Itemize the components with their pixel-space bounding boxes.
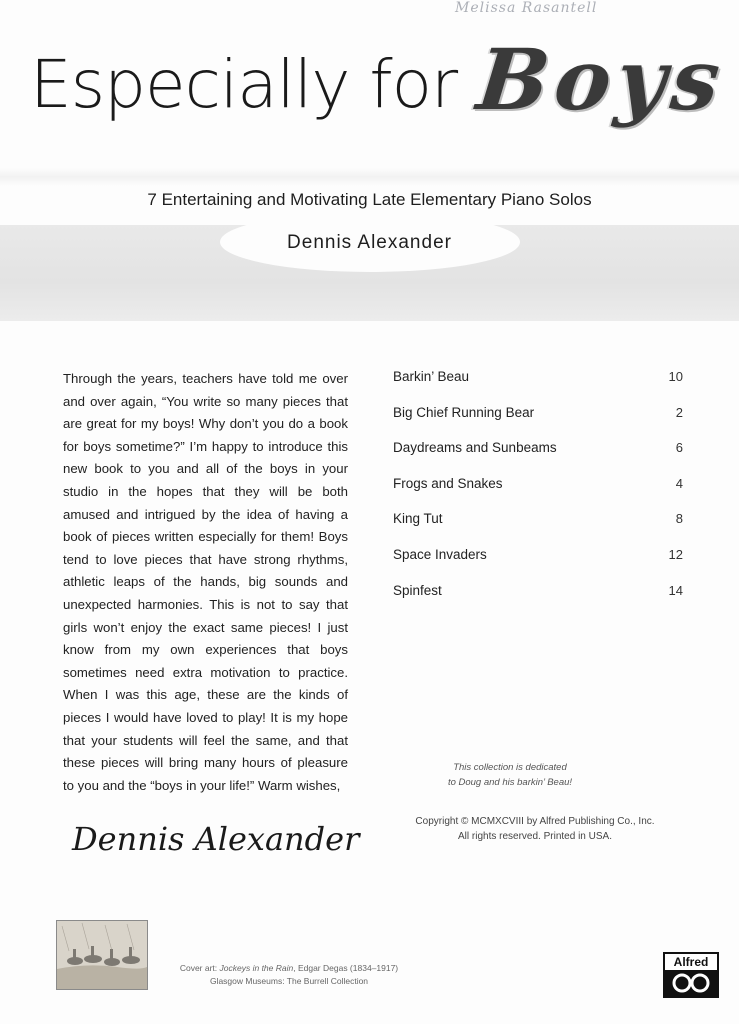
cover-art-thumbnail [56,920,148,990]
book-title-brush-word: Boys [472,30,731,129]
book-subtitle: 7 Entertaining and Motivating Late Elementary Piano Solos [147,190,592,209]
book-title: Especially for [30,46,458,123]
copyright-line: All rights reserved. Printed in USA. [458,831,612,842]
author-signature: Dennis Alexander [72,820,360,858]
toc-title: Spinfest [393,582,442,598]
toc-page: 2 [675,404,683,420]
toc-row [393,511,683,547]
cover-credit-work: Jockeys in the Rain [219,963,294,973]
cover-art-credit [154,962,424,988]
toc-title: Frogs and Snakes [393,475,503,491]
dedication [430,760,590,790]
handwritten-owner-note: Melissa Rasantell [455,0,598,16]
copyright-line: Copyright © MCMXCVIII by Alfred Publishing Co., Inc. [415,816,655,827]
cover-credit-collection: Glasgow Museums: The Burrell Collection [209,976,369,986]
toc-title: Daydreams and Sunbeams [393,440,557,456]
intro-letter: Through the years, teachers have told me over and over again, “You write so many pieces that are great for my boys! Why don’t you do a book for boys sometime?” I’m happy to introduce this new book to you and all of the boys in your studio in the hopes that they will be both amused and intrigued by the idea of having a book of pieces written especially for them! Boys tend to love pieces that have strong rhythms, athletic leaps of the hands, big sounds and unexpected harmonies. This is not to say that girls won’t enjoy the exact same pieces! I just know from my own experiences that boys sometimes need extra motivation to practice. When I was this age, these are the kinds of pieces I would have loved to play! It is my hope that your students will feel the same, and that these pieces will bring many hours of pleasure to you and the “boys in your life!” Warm wishes, [63,371,348,793]
toc-row [393,369,683,405]
cover-credit-artist: , Edgar Degas (1834–1917) [293,963,399,973]
toc-page: 8 [675,511,683,527]
toc-page: 14 [668,582,683,598]
decorative-band-faint [0,168,739,186]
toc-row [393,405,683,441]
alfred-logo-mark-icon [665,970,717,996]
toc-page: 10 [668,369,683,384]
toc-row [393,583,683,619]
toc-page: 4 [675,475,683,491]
toc-row [393,547,683,583]
dedication-line: This collection is dedicated [453,762,567,773]
jockeys-painting-image [57,921,148,990]
toc-row [393,440,683,476]
copyright-notice [395,814,675,844]
alfred-publisher-logo [663,952,719,998]
table-of-contents [393,369,683,618]
toc-title: Space Invaders [393,546,487,562]
toc-title: King Tut [393,511,443,527]
toc-page: 12 [668,546,683,562]
toc-title: Barkin’ Beau [393,369,470,384]
toc-page: 6 [675,440,683,456]
alfred-logo-label: Alfred [673,955,709,969]
toc-title: Big Chief Running Bear [393,404,535,420]
author-name: Dennis Alexander [287,232,452,253]
toc-row [393,476,683,512]
cover-credit-prefix: Cover art: [179,963,220,973]
dedication-line: to Doug and his barkin’ Beau! [447,777,573,788]
